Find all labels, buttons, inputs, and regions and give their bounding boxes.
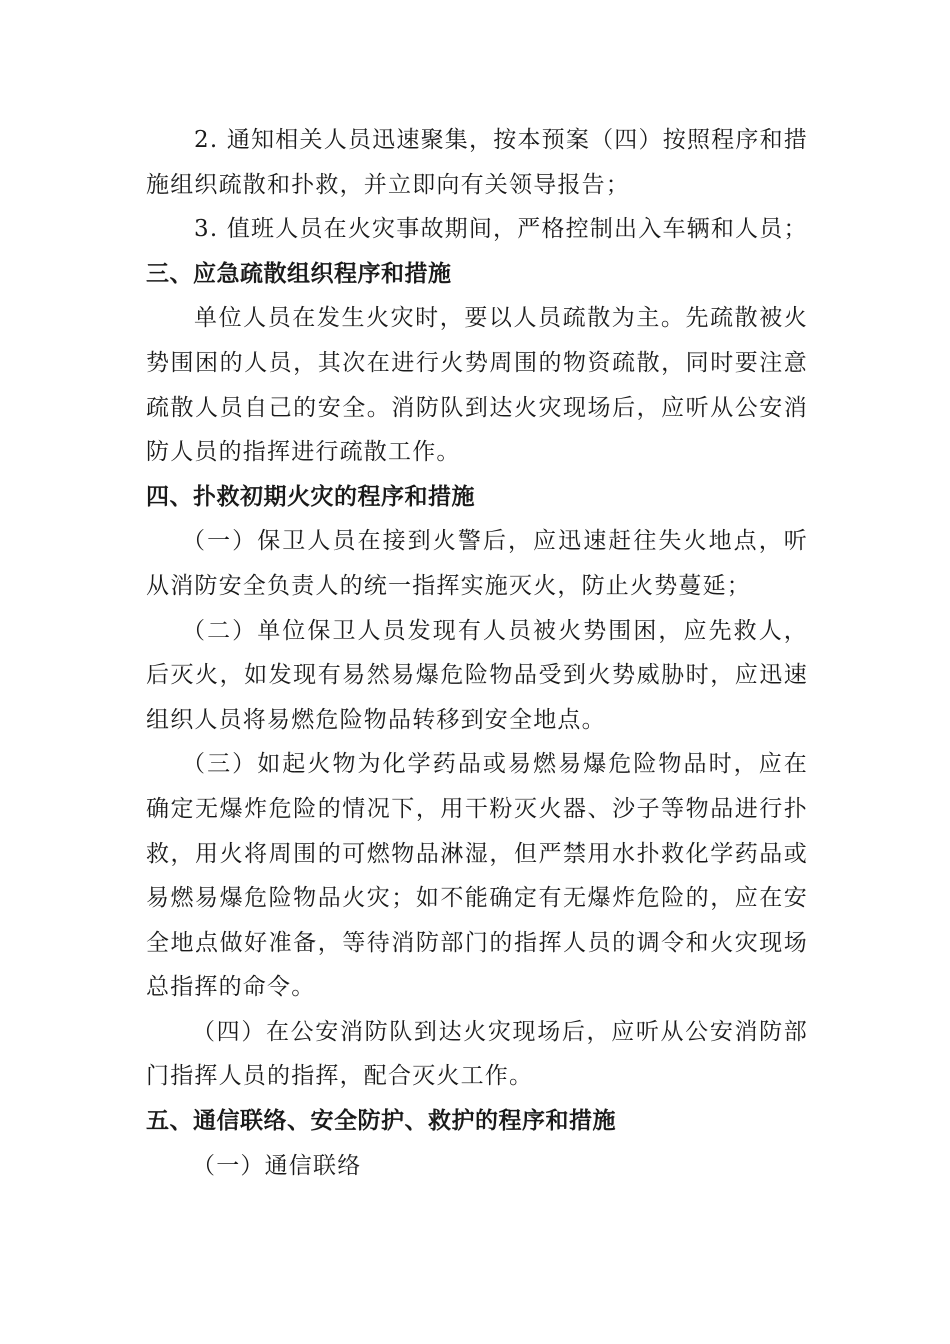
section-heading-4: 四、扑救初期火灾的程序和措施	[146, 483, 475, 510]
paragraph-4-2: （二）单位保卫人员发现有人员被火势围困，应先救人，后灭火，如发现有易然易爆危险物品受到火势威胁时，应迅速组织人员将易燃危险物品转移到安全地点。	[146, 617, 808, 733]
paragraph-item-2: 2. 通知相关人员迅速聚集，按本预案（四）按照程序和措施组织疏散和扑救，并立即向有关领导报告；	[146, 127, 808, 198]
paragraph-evacuation: 单位人员在发生火灾时，要以人员疏散为主。先疏散被火势围困的人员，其次在进行火势周围的物资疏散，同时要注意疏散人员自己的安全。消防队到达火灾现场后，应听从公安消防人员的指挥进行疏散工作。	[146, 305, 808, 466]
section-heading-3: 三、应急疏散组织程序和措施	[146, 260, 452, 287]
paragraph-4-1: （一）保卫人员在接到火警后，应迅速赶往失火地点，听从消防安全负责人的统一指挥实施灭火，防止火势蔓延；	[146, 528, 808, 599]
paragraph-4-3: （三）如起火物为化学药品或易燃易爆危险物品时，应在确定无爆炸危险的情况下，用干粉灭火器、沙子等物品进行扑救，用火将周围的可燃物品淋湿，但严禁用水扑救化学药品或易燃易爆危险物品火灾；如不能确定有无爆炸危险的，应在安全地点做好准备，等待消防部门的指挥人员的调令和火灾现场总指挥的命令。	[146, 751, 808, 1001]
document-page	[146, 118, 808, 1188]
subheading-5-1: （一）通信联络	[192, 1152, 362, 1179]
section-heading-5: 五、通信联络、安全防护、救护的程序和措施	[146, 1108, 616, 1135]
paragraph-item-3: 3. 值班人员在火灾事故期间，严格控制出入车辆和人员；	[194, 216, 808, 243]
paragraph-4-4: （四）在公安消防队到达火灾现场后，应听从公安消防部门指挥人员的指挥，配合灭火工作。	[146, 1018, 808, 1090]
